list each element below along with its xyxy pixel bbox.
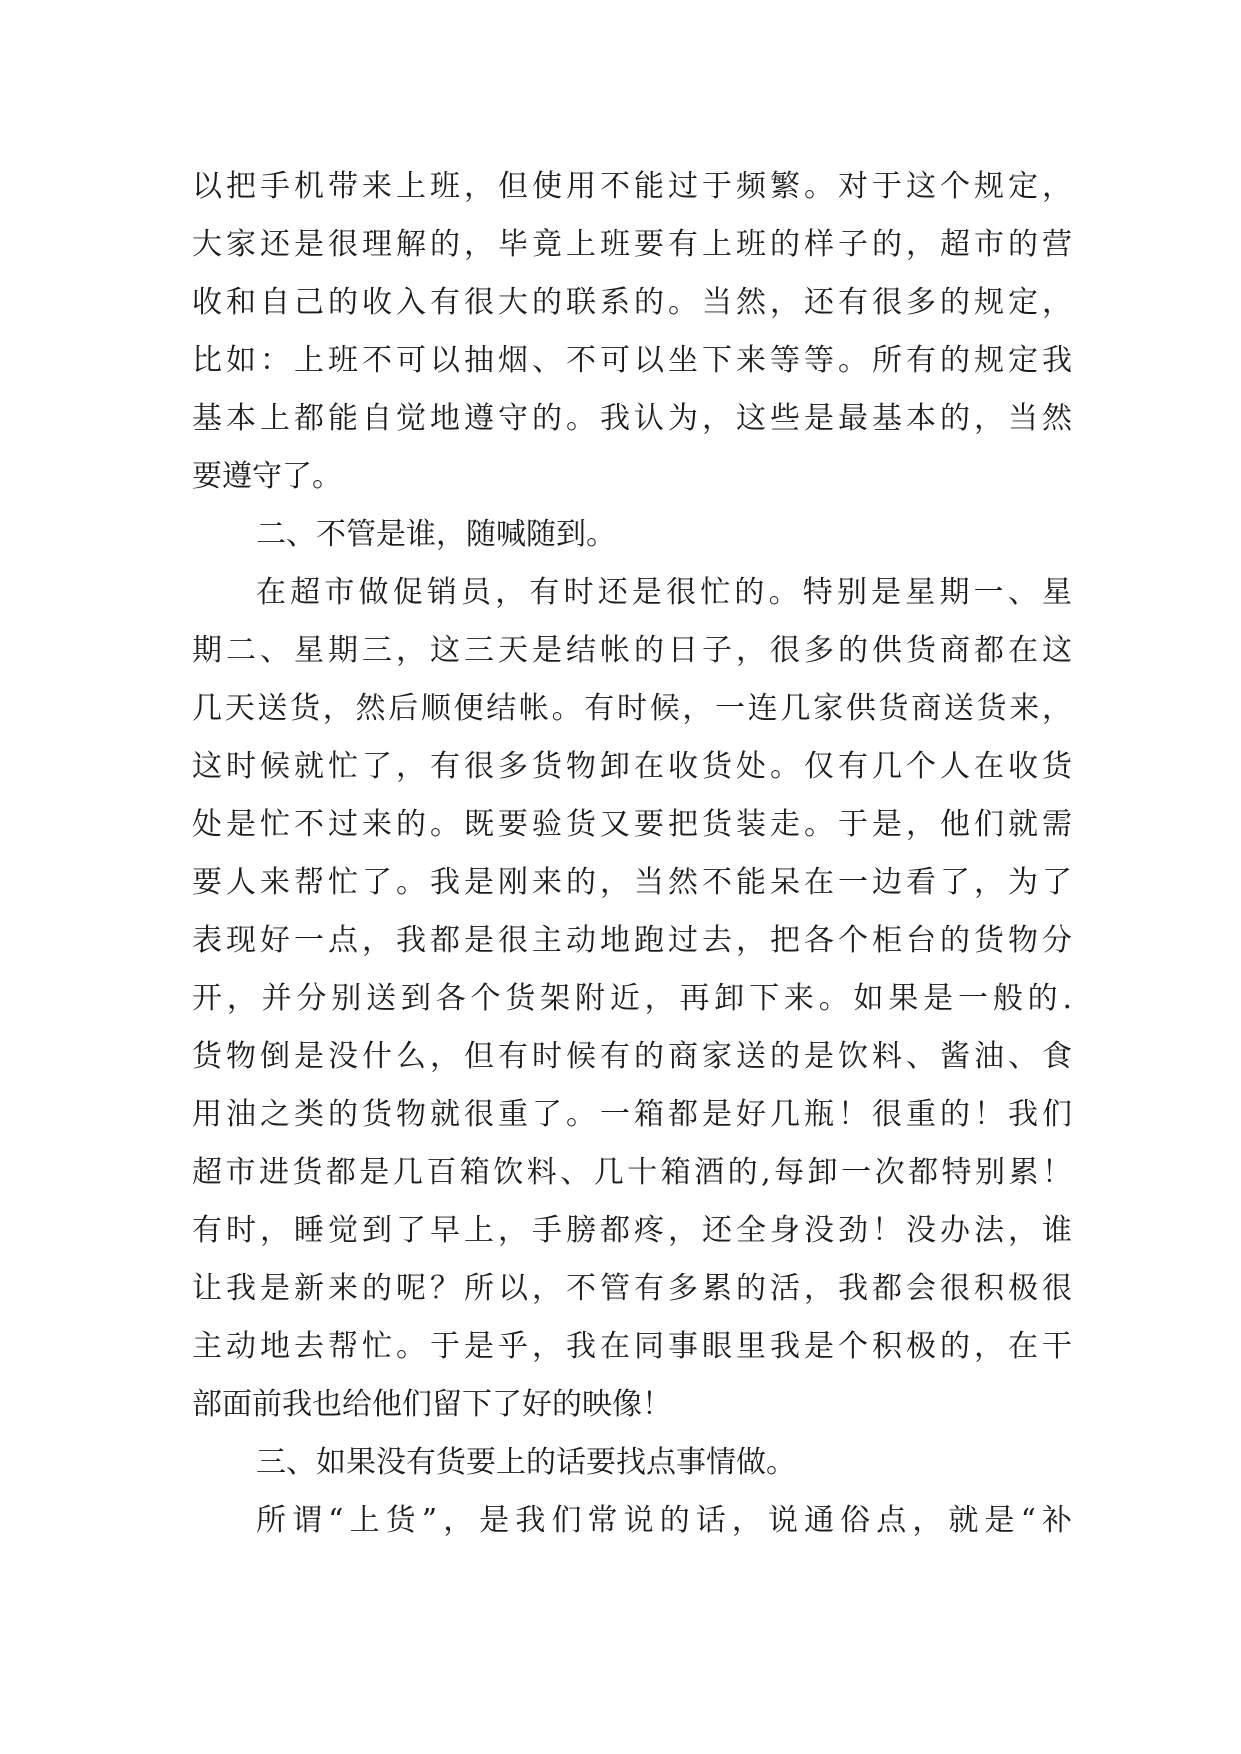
text-line: 主动地去帮忙。于是乎，我在同事眼里我是个积极的，在干	[192, 1329, 1072, 1364]
text-line: 收和自己的收入有很大的联系的。当然，还有很多的规定，	[192, 285, 1072, 320]
text-line: 三、如果没有货要上的话要找点事情做。	[256, 1445, 796, 1480]
text-line: 超市进货都是几百箱饮料、几十箱酒的,每卸一次都特别累！	[192, 1155, 1072, 1190]
text-line: 大家还是很理解的，毕竟上班要有上班的样子的，超市的营	[192, 227, 1072, 262]
text-line: 用油之类的货物就很重了。一箱都是好几瓶！很重的！我们	[192, 1097, 1072, 1132]
text-line: 有时，睡觉到了早上，手膀都疼，还全身没劲！没办法，谁	[192, 1213, 1072, 1248]
text-line: 表现好一点，我都是很主动地跑过去，把各个柜台的货物分	[192, 923, 1072, 958]
text-line: 这时候就忙了，有很多货物卸在收货处。仅有几个人在收货	[192, 749, 1072, 784]
text-line: 货物倒是没什么，但有时候有的商家送的是饮料、酱油、食	[192, 1039, 1072, 1074]
text-line: 期二、星期三，这三天是结帐的日子，很多的供货商都在这	[192, 633, 1072, 668]
text-line: 基本上都能自觉地遵守的。我认为，这些是最基本的，当然	[192, 401, 1072, 436]
text-line: 在超市做促销员，有时还是很忙的。特别是星期一、星	[256, 575, 1072, 610]
text-line: 开，并分别送到各个货架附近，再卸下来。如果是一般的.	[192, 981, 1072, 1016]
text-line: 几天送货，然后顺便结帐。有时候，一连几家供货商送货来，	[192, 691, 1072, 726]
text-line: 二、不管是谁，随喊随到。	[256, 517, 616, 552]
text-line: 以把手机带来上班，但使用不能过于频繁。对于这个规定，	[192, 169, 1072, 204]
text-line: 让我是新来的呢？所以，不管有多累的活，我都会很积极很	[192, 1271, 1072, 1306]
text-line: 要遵守了。	[192, 459, 342, 494]
text-line: 部面前我也给他们留下了好的映像！	[192, 1387, 672, 1422]
text-line: 所谓“上货”，是我们常说的话，说通俗点，就是“补	[256, 1503, 1072, 1538]
text-line: 比如：上班不可以抽烟、不可以坐下来等等。所有的规定我	[192, 343, 1072, 378]
text-line: 处是忙不过来的。既要验货又要把货装走。于是，他们就需	[192, 807, 1072, 842]
text-line: 要人来帮忙了。我是刚来的，当然不能呆在一边看了，为了	[192, 865, 1072, 900]
body-text	[192, 158, 1072, 1550]
